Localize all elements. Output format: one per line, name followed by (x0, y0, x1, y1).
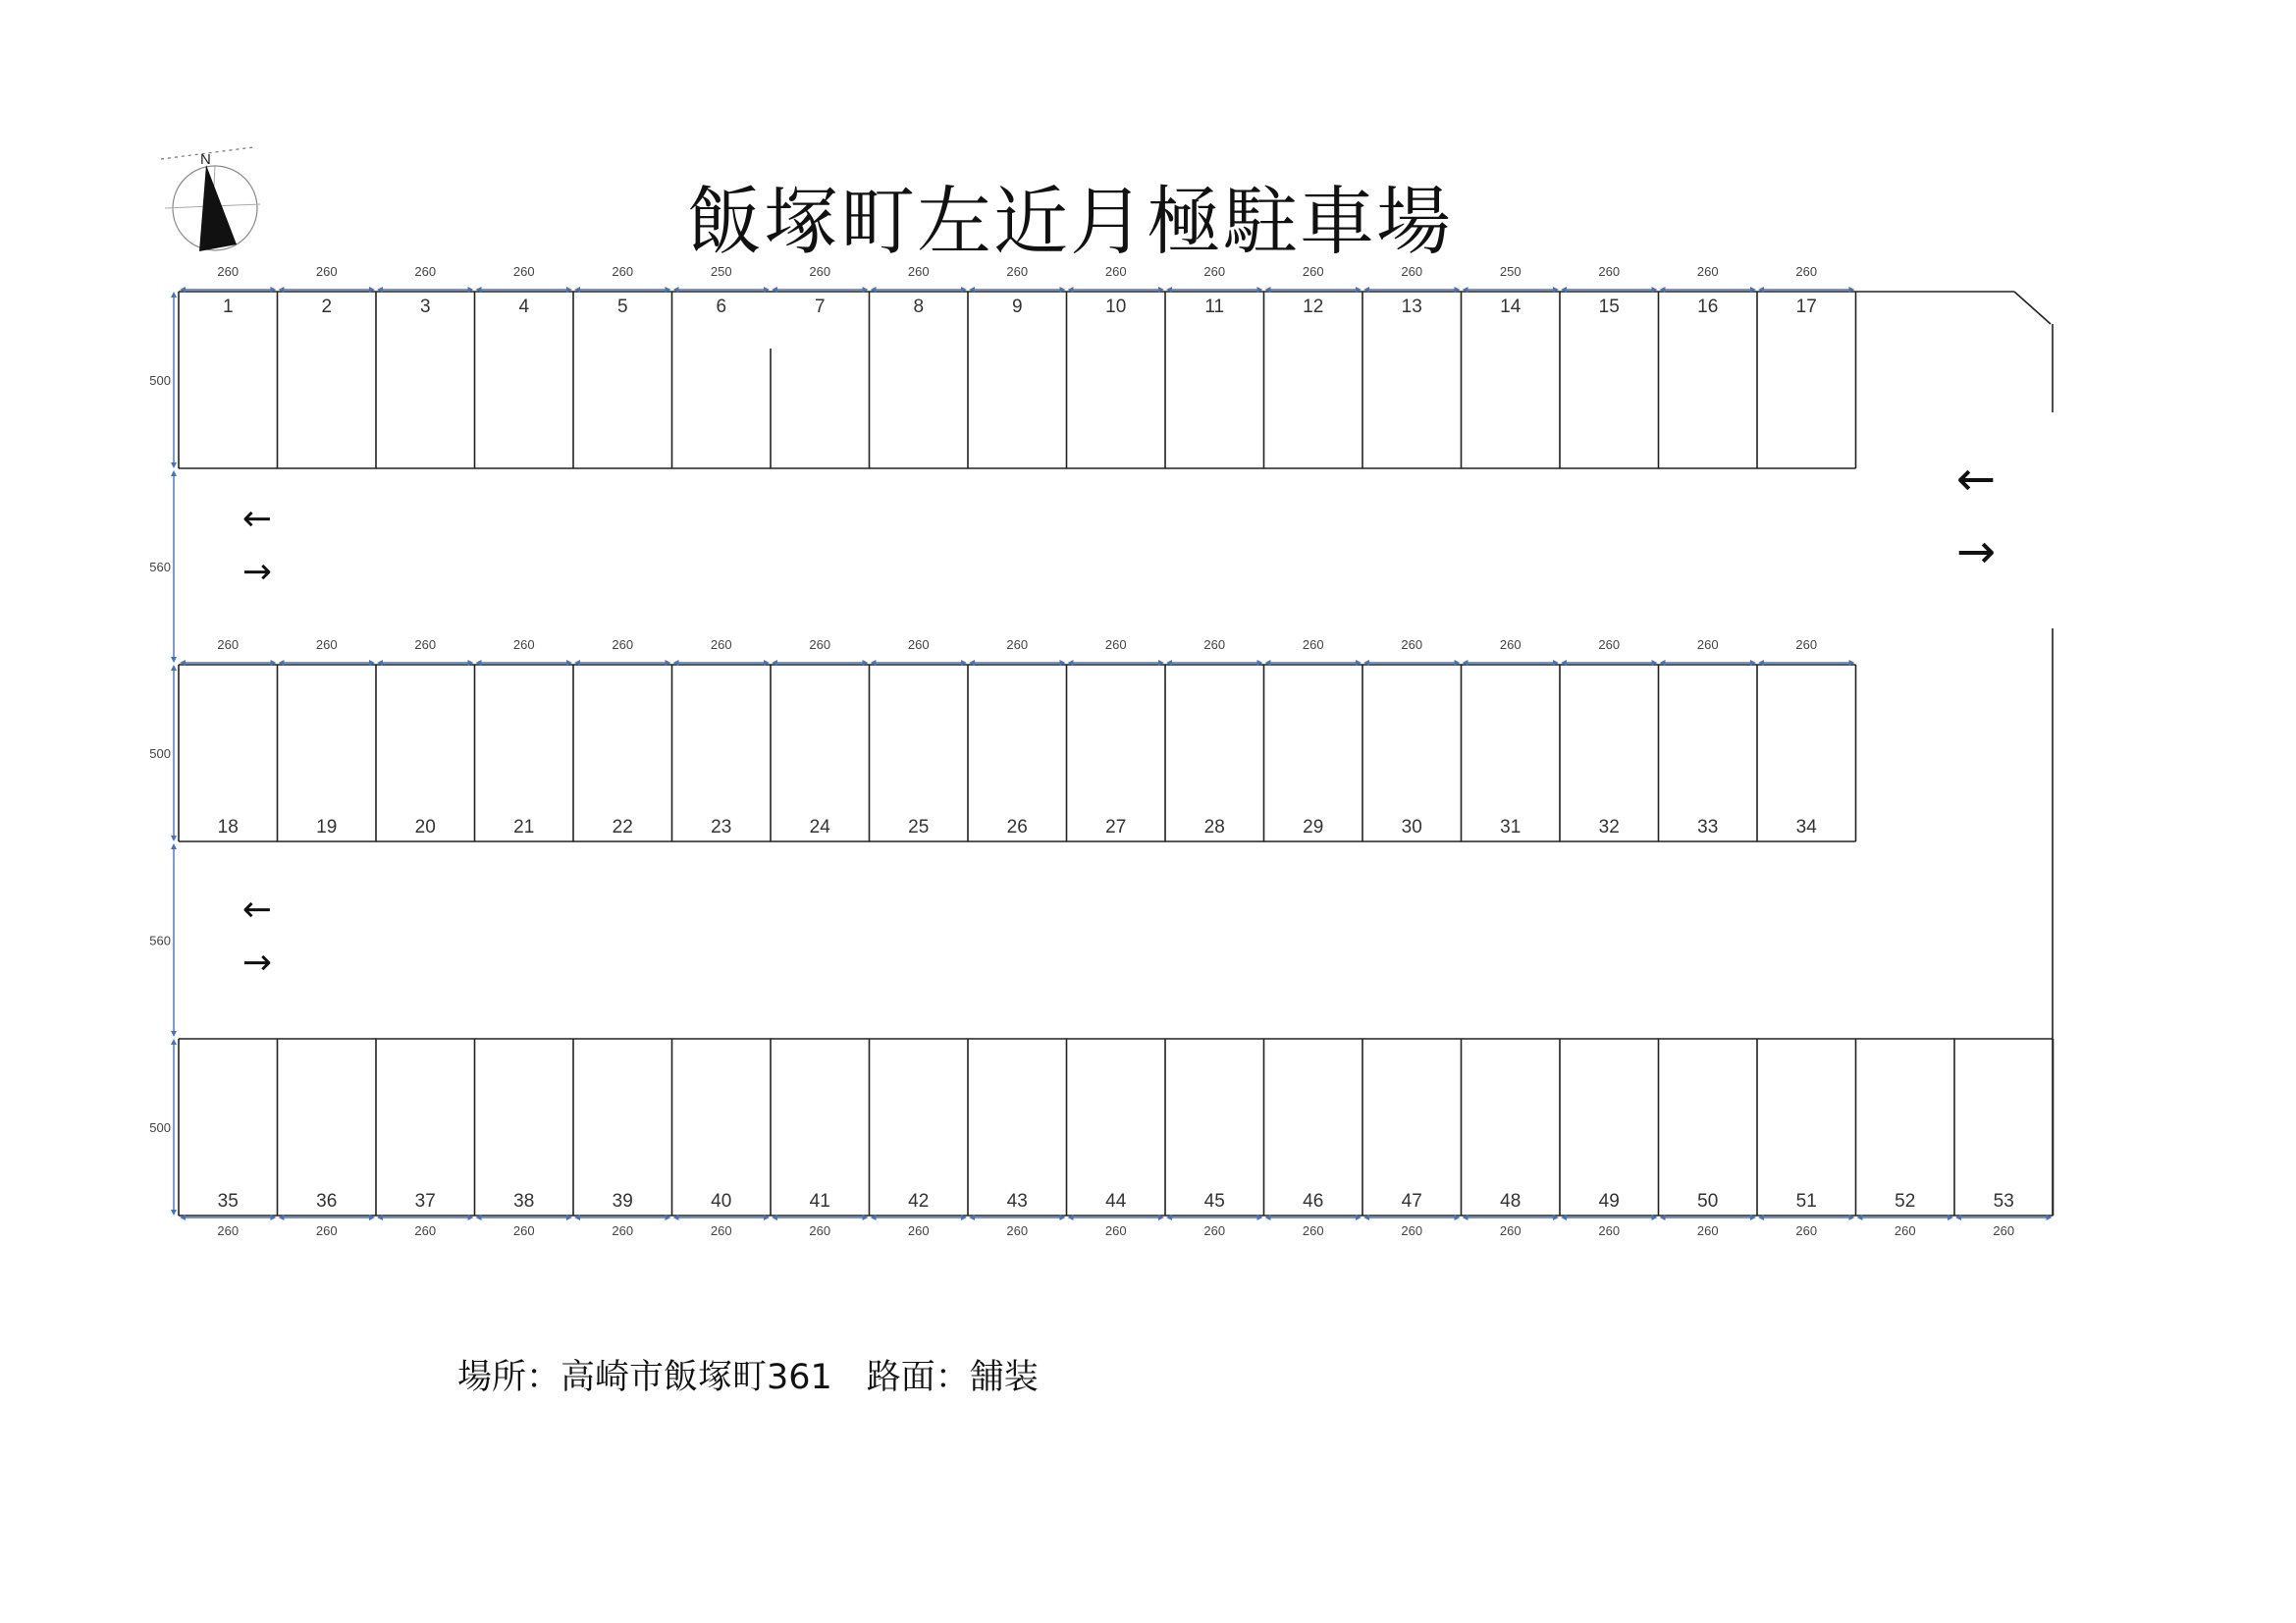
depth-dimension-label: 500 (149, 1120, 171, 1135)
stall-number: 42 (908, 1191, 930, 1212)
width-dimension-label: 260 (907, 637, 930, 652)
width-dimension-label: 260 (612, 264, 634, 279)
width-dimension-label: 260 (1006, 637, 1029, 652)
left-arrow-icon: ← (241, 890, 273, 930)
width-dimension-label: 250 (1499, 264, 1522, 279)
dimension-arrowhead (171, 665, 177, 671)
width-dimension-label: 260 (1203, 1223, 1226, 1238)
stall-number: 35 (217, 1191, 239, 1212)
stall-number: 47 (1401, 1191, 1422, 1212)
width-dimension-label: 260 (710, 637, 732, 652)
width-dimension-label: 260 (217, 1223, 240, 1238)
stall-number: 44 (1105, 1191, 1127, 1212)
stall-number: 8 (913, 297, 925, 317)
width-dimension-label: 260 (1203, 637, 1226, 652)
width-dimension-label: 260 (1104, 264, 1127, 279)
stall-number: 30 (1401, 817, 1422, 838)
width-dimension-label: 260 (1795, 637, 1818, 652)
width-dimension-label: 260 (315, 1223, 338, 1238)
north-arrow-icon (199, 165, 237, 251)
width-dimension-label: 260 (1795, 264, 1818, 279)
width-dimension-label: 260 (1499, 637, 1522, 652)
stall-number: 6 (716, 297, 727, 317)
compass-north-label: N (200, 151, 211, 168)
stall-number: 40 (711, 1191, 732, 1212)
stall-number: 29 (1303, 817, 1324, 838)
width-dimension-label: 260 (1894, 1223, 1916, 1238)
stall-number: 38 (513, 1191, 535, 1212)
dimension-arrowhead (171, 1210, 177, 1216)
width-dimension-label: 260 (315, 264, 338, 279)
stall-number: 51 (1795, 1191, 1817, 1212)
stall-number: 23 (711, 817, 732, 838)
stall-number: 26 (1006, 817, 1028, 838)
depth-dimension-label: 500 (149, 373, 171, 388)
width-dimension-label: 260 (809, 637, 831, 652)
dimension-arrowhead (171, 292, 177, 298)
stall-number: 18 (217, 817, 239, 838)
width-dimension-label: 260 (1006, 264, 1029, 279)
right-arrow-icon: → (241, 552, 273, 592)
stall-number: 34 (1795, 817, 1817, 838)
width-dimension-label: 250 (710, 264, 732, 279)
width-dimension-label: 260 (1598, 637, 1621, 652)
stall-number: 49 (1598, 1191, 1620, 1212)
depth-dimension-label: 500 (149, 746, 171, 761)
stall-number: 45 (1203, 1191, 1225, 1212)
stall-number: 53 (1993, 1191, 2014, 1212)
width-dimension-label: 260 (1499, 1223, 1522, 1238)
width-dimension-label: 260 (512, 264, 535, 279)
width-dimension-label: 260 (1104, 1223, 1127, 1238)
location-caption: 場所：高崎市飯塚町361 路面：舗装 (457, 1358, 1039, 1397)
stall-number: 2 (321, 297, 333, 317)
width-dimension-label: 260 (1598, 264, 1621, 279)
dimension-arrowhead (171, 657, 177, 663)
width-dimension-label: 260 (512, 1223, 535, 1238)
right-arrow-icon: → (1955, 524, 1997, 579)
stall-number: 9 (1011, 297, 1023, 317)
width-dimension-label: 260 (1598, 1223, 1621, 1238)
page-title: 飯塚町左近月極駐車場 (687, 178, 1453, 265)
stall-number: 27 (1105, 817, 1127, 838)
stall-number: 52 (1895, 1191, 1916, 1212)
stall-number: 14 (1500, 297, 1522, 317)
width-dimension-label: 260 (1104, 637, 1127, 652)
stall-number: 20 (414, 817, 436, 838)
stall-number: 48 (1500, 1191, 1522, 1212)
width-dimension-label: 260 (1302, 1223, 1324, 1238)
stall-number: 39 (612, 1191, 633, 1212)
width-dimension-label: 260 (217, 264, 240, 279)
stall-number: 7 (814, 297, 826, 317)
stall-number: 3 (419, 297, 431, 317)
width-dimension-label: 260 (1006, 1223, 1029, 1238)
stall-number: 16 (1697, 297, 1719, 317)
left-arrow-icon: ← (1955, 452, 1997, 507)
width-dimension-label: 260 (612, 1223, 634, 1238)
width-dimension-label: 260 (809, 1223, 831, 1238)
dimension-arrowhead (171, 470, 177, 476)
width-dimension-label: 260 (1302, 637, 1324, 652)
width-dimension-label: 260 (315, 637, 338, 652)
width-dimension-label: 260 (217, 637, 240, 652)
width-dimension-label: 260 (710, 1223, 732, 1238)
width-dimension-label: 260 (414, 637, 437, 652)
stall-number: 12 (1303, 297, 1324, 317)
width-dimension-label: 260 (1993, 1223, 2015, 1238)
stall-number: 31 (1500, 817, 1522, 838)
aisle-dimension-label: 560 (149, 933, 171, 948)
width-dimension-label: 260 (1696, 1223, 1719, 1238)
dimension-arrowhead (171, 1039, 177, 1045)
stall-number: 22 (612, 817, 633, 838)
width-dimension-label: 260 (809, 264, 831, 279)
width-dimension-label: 260 (1401, 1223, 1423, 1238)
width-dimension-label: 260 (1302, 264, 1324, 279)
width-dimension-label: 260 (1696, 637, 1719, 652)
dimension-arrowhead (171, 462, 177, 468)
width-dimension-label: 260 (1401, 637, 1423, 652)
right-arrow-icon: → (241, 943, 273, 983)
width-dimension-label: 260 (1203, 264, 1226, 279)
width-dimension-label: 260 (1795, 1223, 1818, 1238)
stall-number: 36 (316, 1191, 338, 1212)
stall-number: 13 (1401, 297, 1422, 317)
lot-boundary-chamfer (2014, 292, 2051, 324)
width-dimension-label: 260 (1401, 264, 1423, 279)
dimension-arrowhead (171, 836, 177, 841)
width-dimension-label: 260 (907, 264, 930, 279)
width-dimension-label: 260 (512, 637, 535, 652)
stall-number: 33 (1697, 817, 1719, 838)
left-arrow-icon: ← (241, 499, 273, 539)
width-dimension-label: 260 (414, 264, 437, 279)
width-dimension-label: 260 (907, 1223, 930, 1238)
stall-number: 32 (1598, 817, 1620, 838)
stall-number: 28 (1203, 817, 1225, 838)
stall-number: 5 (616, 297, 628, 317)
stall-number: 50 (1697, 1191, 1719, 1212)
stall-number: 37 (414, 1191, 436, 1212)
dimension-arrowhead (171, 1031, 177, 1037)
stall-number: 15 (1598, 297, 1620, 317)
stall-number: 1 (222, 297, 234, 317)
stall-number: 46 (1303, 1191, 1324, 1212)
stall-number: 25 (908, 817, 930, 838)
stall-number: 11 (1204, 297, 1225, 317)
stall-number: 24 (809, 817, 830, 838)
stall-number: 10 (1105, 297, 1127, 317)
stall-number: 4 (518, 297, 530, 317)
stall-number: 19 (316, 817, 338, 838)
stall-number: 43 (1006, 1191, 1028, 1212)
width-dimension-label: 260 (1696, 264, 1719, 279)
stall-number: 21 (513, 817, 535, 838)
width-dimension-label: 260 (414, 1223, 437, 1238)
stall-number: 17 (1795, 297, 1817, 317)
dimension-arrowhead (171, 843, 177, 849)
width-dimension-label: 260 (612, 637, 634, 652)
aisle-dimension-label: 560 (149, 560, 171, 574)
stall-number: 41 (809, 1191, 830, 1212)
